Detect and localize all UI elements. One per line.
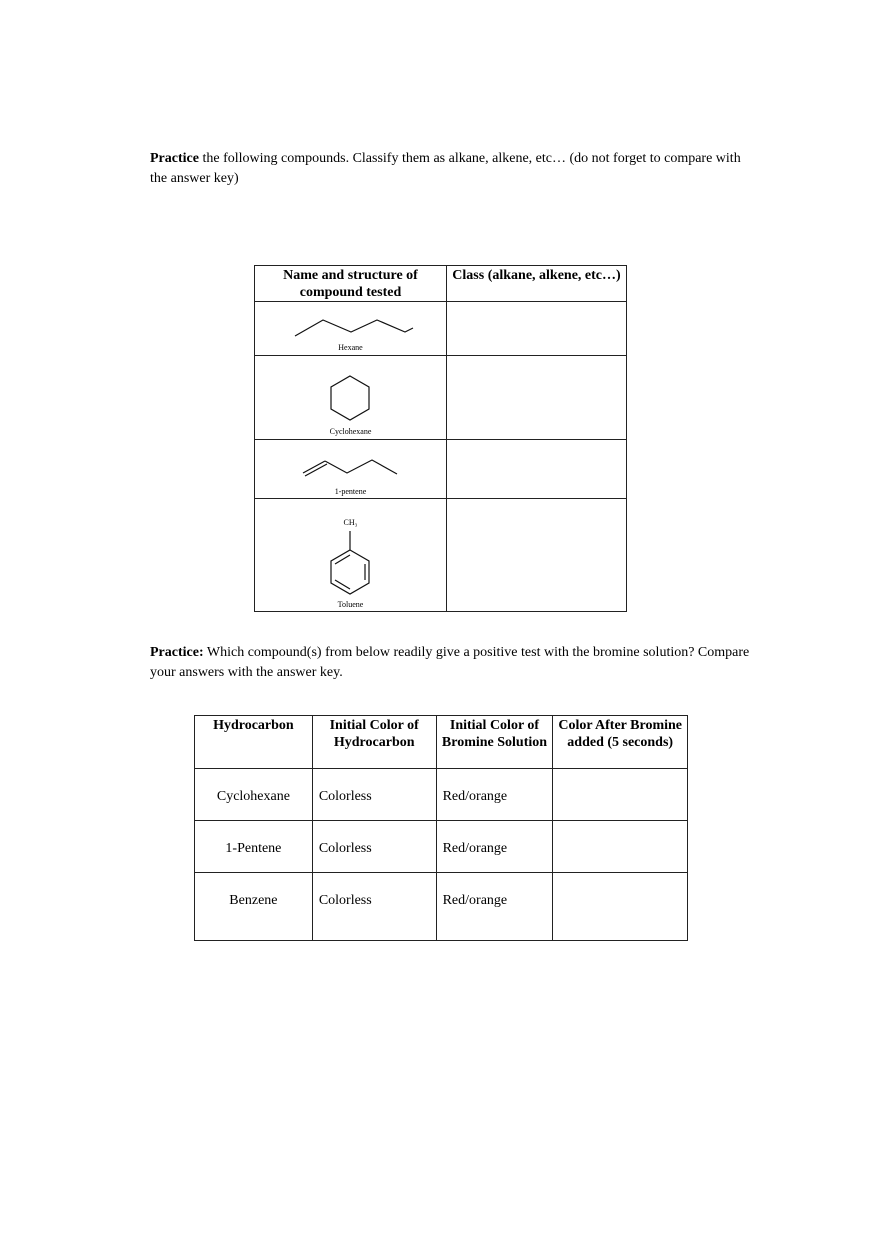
structure-cell bbox=[255, 356, 447, 440]
compound-name: Toluene bbox=[337, 600, 364, 609]
class-answer-cell[interactable] bbox=[447, 499, 627, 612]
class-answer-cell[interactable] bbox=[447, 440, 627, 499]
bromine-test-table bbox=[194, 715, 688, 941]
table-row bbox=[255, 440, 627, 499]
table-row bbox=[195, 821, 688, 873]
bromine-color-cell: Red/orange bbox=[436, 769, 553, 821]
bromine-color-cell: Red/orange bbox=[436, 821, 553, 873]
color-after-cell[interactable] bbox=[553, 821, 688, 873]
bromine-color-cell: Red/orange bbox=[436, 873, 553, 941]
table-row bbox=[195, 769, 688, 821]
structure-cell bbox=[255, 302, 447, 356]
table-row bbox=[255, 302, 627, 356]
structure-cell bbox=[255, 440, 447, 499]
table-row bbox=[255, 356, 627, 440]
compound-name: 1-pentene bbox=[334, 487, 367, 496]
color-after-cell[interactable] bbox=[553, 769, 688, 821]
initial-color-cell: Colorless bbox=[312, 873, 436, 941]
class-answer-cell[interactable] bbox=[447, 356, 627, 440]
table-header-row bbox=[195, 716, 688, 769]
compound-name: Cyclohexane bbox=[329, 427, 372, 436]
toluene-structure-drawing bbox=[255, 499, 446, 611]
header-class: Class (alkane, alkene, etc…) bbox=[447, 266, 627, 302]
header-hydrocarbon: Hydrocarbon bbox=[195, 716, 313, 769]
initial-color-cell: Colorless bbox=[312, 821, 436, 873]
hydrocarbon-cell: 1-Pentene bbox=[195, 821, 313, 873]
compound-name: Hexane bbox=[338, 343, 363, 352]
header-name-structure: Name and structure of compound tested bbox=[255, 266, 447, 302]
class-answer-cell[interactable] bbox=[447, 302, 627, 356]
header-initial-color: Initial Color of Hydrocarbon bbox=[312, 716, 436, 769]
table-row bbox=[255, 499, 627, 612]
classification-table bbox=[254, 265, 627, 612]
table-header-row bbox=[255, 266, 627, 302]
practice-text: Which compound(s) from below readily give a positive test with the bromine solution? Compare your answers with the answer key. bbox=[150, 645, 750, 680]
hydrocarbon-cell: Cyclohexane bbox=[195, 769, 313, 821]
structure-cell bbox=[255, 499, 447, 612]
practice-label: Practice: bbox=[150, 645, 204, 660]
practice-text: the following compounds. Classify them as alkane, alkene, etc… (do not forget to compare with the answer key) bbox=[150, 151, 741, 186]
header-color-after: Color After Bromine added (5 seconds) bbox=[553, 716, 688, 769]
header-bromine-color: Initial Color of Bromine Solution bbox=[436, 716, 553, 769]
practice-instruction-2 bbox=[150, 643, 750, 683]
initial-color-cell: Colorless bbox=[312, 769, 436, 821]
color-after-cell[interactable] bbox=[553, 873, 688, 941]
hydrocarbon-cell: Benzene bbox=[195, 873, 313, 941]
table-row bbox=[195, 873, 688, 941]
practice-instruction-1 bbox=[150, 149, 750, 189]
practice-label: Practice bbox=[150, 151, 199, 166]
ch3-label: CH₃ bbox=[343, 518, 358, 527]
